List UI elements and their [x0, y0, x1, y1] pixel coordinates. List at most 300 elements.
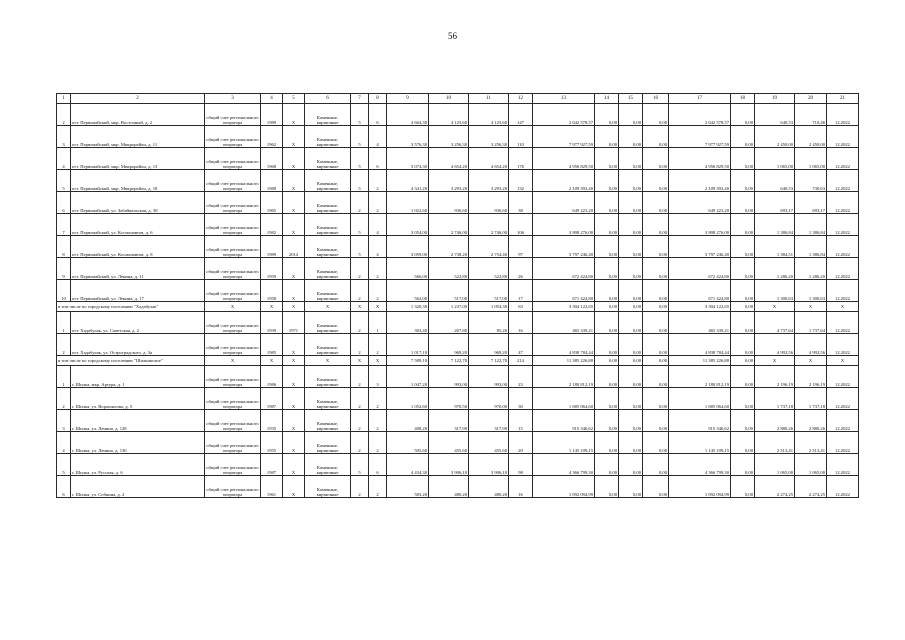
- table-cell: 693,17: [795, 192, 827, 214]
- subtotal-label: в том числе по городскому поселению "Хадабулак": [57, 302, 205, 312]
- table-cell: г. Шилка, мкр. Артура, д. 1: [71, 366, 205, 388]
- table-cell: 2: [369, 170, 387, 192]
- table-cell: 38: [509, 192, 533, 214]
- table-cell: 0,00: [619, 476, 643, 498]
- table-cell: 0,00: [595, 280, 619, 302]
- table-cell: 0,00: [731, 356, 755, 366]
- table-cell: 0,00: [595, 126, 619, 148]
- table-cell: г. Шилка, ул. Ворошилова, д. 5: [71, 388, 205, 410]
- table-cell: 5: [351, 126, 369, 148]
- header-cell: 1: [57, 94, 71, 104]
- table-cell: общий счет регионального оператора: [205, 432, 261, 454]
- table-cell: 0,00: [595, 356, 619, 366]
- register-table: [56, 93, 859, 498]
- table-cell: X: [283, 258, 305, 280]
- table-cell: 0,00: [643, 454, 669, 476]
- table-cell: 0,00: [619, 280, 643, 302]
- table-cell: 0,00: [619, 334, 643, 356]
- table-cell: 710,46: [795, 104, 827, 126]
- subtotal-row: [57, 356, 859, 366]
- table-cell: 16: [509, 312, 533, 334]
- table-cell: 12.2022: [827, 280, 859, 302]
- table-cell: 12.2022: [827, 258, 859, 280]
- header-cell: 2: [71, 94, 205, 104]
- table-cell: 0,00: [731, 258, 755, 280]
- table-cell: 0,00: [619, 302, 643, 312]
- table-cell: 17: [509, 280, 533, 302]
- table-cell: 0,00: [595, 410, 619, 432]
- table-cell: 7 977 927,59: [533, 126, 595, 148]
- table-cell: 2: [369, 258, 387, 280]
- table-cell: 2: [369, 432, 387, 454]
- table-cell: 0,00: [643, 334, 669, 356]
- table-cell: 0,00: [643, 170, 669, 192]
- table-cell: 1 300,63: [795, 280, 827, 302]
- table-cell: 1 065,00: [795, 148, 827, 170]
- table-cell: 2 180 812,19: [669, 366, 731, 388]
- table-cell: 3 293,20: [469, 170, 509, 192]
- table-cell: 2: [351, 192, 369, 214]
- table-cell: общий счет регионального оператора: [205, 410, 261, 432]
- table-cell: 0,00: [731, 476, 755, 498]
- table-cell: 0,00: [619, 126, 643, 148]
- table-cell: 2 754,40: [469, 236, 509, 258]
- table-cell: X: [351, 356, 369, 366]
- table-cell: 147: [509, 104, 533, 126]
- table-cell: 1935: [261, 410, 283, 432]
- table-cell: 12.2022: [827, 476, 859, 498]
- table-cell: 2: [351, 410, 369, 432]
- table-cell: 2: [351, 388, 369, 410]
- table-cell: 4: [57, 148, 71, 170]
- table-cell: 1 320,30: [387, 302, 429, 312]
- table-cell: 2: [369, 192, 387, 214]
- table-cell: 672 424,80: [533, 258, 595, 280]
- table-cell: X: [795, 302, 827, 312]
- table-cell: 3 304 122,65: [533, 302, 595, 312]
- page-number: 56: [448, 31, 457, 41]
- table-cell: 0,00: [595, 214, 619, 236]
- header-cell: 13: [533, 94, 595, 104]
- table-cell: 2 450,00: [755, 126, 795, 148]
- table-cell: 1: [57, 366, 71, 388]
- table-cell: 2014: [283, 236, 305, 258]
- table-cell: пгт. Первомайский, ул. Ленина, д. 11: [71, 258, 205, 280]
- table-cell: 522,80: [469, 258, 509, 280]
- table-row: [57, 454, 859, 476]
- table-cell: 7 122,70: [429, 356, 469, 366]
- table-cell: 2: [369, 334, 387, 356]
- table-cell: X: [283, 432, 305, 454]
- table-cell: общий счет регионального оператора: [205, 214, 261, 236]
- table-cell: 2: [57, 334, 71, 356]
- table-cell: г. Шилка, ул. Собкина, д. 2: [71, 476, 205, 498]
- table-cell: 4 366 799,30: [533, 454, 595, 476]
- table-cell: 1939: [261, 312, 283, 334]
- table-cell: 2 738,20: [429, 236, 469, 258]
- table-cell: 505,60: [387, 432, 429, 454]
- table-cell: г. Шилка, ул. Русская, д. 6: [71, 454, 205, 476]
- table-cell: 4 654,20: [469, 148, 509, 170]
- table-cell: пгт. Первомайский, ул. Забайкальская, д. 38: [71, 192, 205, 214]
- table-cell: 1 092 094,99: [533, 476, 595, 498]
- table-cell: 317,90: [429, 410, 469, 432]
- table-cell: 11 385 226,80: [533, 356, 595, 366]
- table-cell: 4: [369, 126, 387, 148]
- table-cell: 132: [509, 170, 533, 192]
- table-cell: 15: [509, 410, 533, 432]
- table-cell: Каменные, кирпичные: [305, 148, 351, 170]
- table-cell: 1 092 094,99: [669, 476, 731, 498]
- table-cell: 0,00: [619, 258, 643, 280]
- table-cell: 1: [57, 312, 71, 334]
- table-cell: 0,00: [619, 214, 643, 236]
- table-cell: 12.2022: [827, 410, 859, 432]
- table-cell: 26: [509, 258, 533, 280]
- table-cell: 1 047,20: [387, 366, 429, 388]
- table-cell: 0,00: [643, 148, 669, 170]
- header-cell: 4: [261, 94, 283, 104]
- header-cell: 6: [305, 94, 351, 104]
- table-cell: 1961: [261, 476, 283, 498]
- table-cell: Каменные, кирпичные: [305, 192, 351, 214]
- table-cell: 4 838 784,44: [669, 334, 731, 356]
- table-cell: 1982: [261, 214, 283, 236]
- table-row: [57, 280, 859, 302]
- table-cell: 0,00: [643, 432, 669, 454]
- table-cell: 0,00: [643, 476, 669, 498]
- table-cell: 4: [369, 214, 387, 236]
- table-cell: 915 346,62: [533, 410, 595, 432]
- table-cell: 1 054,30: [469, 302, 509, 312]
- table-cell: 0,00: [731, 280, 755, 302]
- table-cell: пгт. Первомайский, мкр. Микрорайон, д. 13: [71, 148, 205, 170]
- table-cell: 0,00: [619, 432, 643, 454]
- table-cell: 1988: [261, 170, 283, 192]
- table-cell: 0,00: [619, 366, 643, 388]
- table-cell: X: [283, 366, 305, 388]
- table-cell: 1 300,63: [755, 280, 795, 302]
- table-cell: общий счет регионального оператора: [205, 454, 261, 476]
- table-cell: 2: [57, 104, 71, 126]
- table-cell: пгт. Первомайский, мкр. Микрорайон, д. 18: [71, 170, 205, 192]
- table-cell: 47: [509, 334, 533, 356]
- table-cell: 1 065,00: [795, 454, 827, 476]
- table-row: [57, 476, 859, 498]
- table-row: [57, 148, 859, 170]
- table-cell: 0,00: [595, 148, 619, 170]
- table-row: [57, 334, 859, 356]
- table-cell: 8: [57, 236, 71, 258]
- table-cell: 0,00: [731, 312, 755, 334]
- header-cell: 20: [795, 94, 827, 104]
- table-cell: 1971: [283, 312, 305, 334]
- table-cell: 16: [509, 476, 533, 498]
- table-cell: Каменные, кирпичные: [305, 104, 351, 126]
- table-row: [57, 258, 859, 280]
- table-cell: 2 513,41: [755, 432, 795, 454]
- header-cell: 9: [387, 94, 429, 104]
- table-cell: 640,53: [755, 170, 795, 192]
- table-cell: г. Шилка, ул. Ленина, д. 130: [71, 432, 205, 454]
- table-cell: общий счет регионального оператора: [205, 148, 261, 170]
- table-cell: 465 339,21: [669, 312, 731, 334]
- table-cell: 0,00: [643, 280, 669, 302]
- table-cell: 0,00: [643, 126, 669, 148]
- table-cell: Каменные, кирпичные: [305, 454, 351, 476]
- table-cell: общий счет регионального оператора: [205, 236, 261, 258]
- table-row: [57, 432, 859, 454]
- table-cell: 0,00: [731, 192, 755, 214]
- table-cell: 0,00: [619, 410, 643, 432]
- table-cell: 730,63: [795, 170, 827, 192]
- table-cell: 2: [351, 432, 369, 454]
- table-cell: X: [755, 302, 795, 312]
- table-cell: 970,00: [469, 388, 509, 410]
- table-cell: 23: [509, 366, 533, 388]
- table-cell: 3 906,10: [429, 454, 469, 476]
- table-cell: 0,00: [595, 236, 619, 258]
- table-cell: 672 424,80: [669, 258, 731, 280]
- table-cell: 5: [351, 148, 369, 170]
- table-cell: X: [755, 356, 795, 366]
- table-cell: общий счет регионального оператора: [205, 258, 261, 280]
- table-cell: X: [205, 356, 261, 366]
- table-row: [57, 192, 859, 214]
- table-cell: 3 906,10: [469, 454, 509, 476]
- table-cell: Каменные, кирпичные: [305, 170, 351, 192]
- table-cell: 1987: [261, 388, 283, 410]
- table-cell: X: [283, 454, 305, 476]
- table-cell: 649 223,20: [533, 192, 595, 214]
- header-cell: 14: [595, 94, 619, 104]
- table-cell: 12.2022: [827, 170, 859, 192]
- table-cell: 3: [369, 366, 387, 388]
- table-cell: 1 737,18: [755, 388, 795, 410]
- table-cell: 0,00: [619, 312, 643, 334]
- table-cell: 1 286,20: [795, 258, 827, 280]
- table-cell: 970,50: [429, 388, 469, 410]
- header-cell: 16: [643, 94, 669, 104]
- table-cell: 1965: [261, 192, 283, 214]
- table-cell: 640,53: [755, 104, 795, 126]
- table-cell: 2 196,19: [795, 366, 827, 388]
- table-cell: 0,00: [595, 258, 619, 280]
- table-cell: 0,00: [731, 214, 755, 236]
- table-cell: Каменные, кирпичные: [305, 280, 351, 302]
- table-cell: 3 256,30: [469, 126, 509, 148]
- table-cell: общий счет регионального оператора: [205, 192, 261, 214]
- table-cell: 2 109 393,40: [533, 170, 595, 192]
- table-cell: 2: [369, 410, 387, 432]
- table-cell: 2: [351, 258, 369, 280]
- table-cell: 0,00: [619, 454, 643, 476]
- table-cell: 12.2022: [827, 236, 859, 258]
- table-cell: 1 737,18: [795, 388, 827, 410]
- table-cell: 3 293,20: [429, 170, 469, 192]
- table-cell: 3: [57, 410, 71, 432]
- header-cell: 5: [283, 94, 305, 104]
- table-cell: 0,00: [595, 476, 619, 498]
- table-cell: 4 992,56: [755, 334, 795, 356]
- table-cell: 7: [57, 214, 71, 236]
- subtotal-label: в том числе по городскому поселению "Шилкинское": [57, 356, 205, 366]
- table-cell: 2 642 578,57: [669, 104, 731, 126]
- table-cell: 0,00: [643, 236, 669, 258]
- table-cell: пгт. Первомайский, ул. Космонавтов, д. 8: [71, 236, 205, 258]
- table-cell: 0,00: [595, 192, 619, 214]
- table-cell: 0,00: [731, 104, 755, 126]
- table-cell: X: [795, 356, 827, 366]
- table-cell: 562,00: [387, 280, 429, 302]
- table-cell: 2: [369, 388, 387, 410]
- table-cell: 6: [57, 192, 71, 214]
- table-cell: 5 074,30: [387, 148, 429, 170]
- table-cell: 517,00: [429, 280, 469, 302]
- table-cell: Каменные, кирпичные: [305, 432, 351, 454]
- table-cell: 2 746,00: [469, 214, 509, 236]
- table-cell: 0,00: [595, 388, 619, 410]
- table-cell: 2 880,26: [795, 410, 827, 432]
- table-cell: 936,60: [429, 192, 469, 214]
- table-cell: 2 180 812,19: [533, 366, 595, 388]
- table-cell: пгт. Хадабулак, ул. Остроградского, д. 3а: [71, 334, 205, 356]
- table-cell: 0,00: [619, 356, 643, 366]
- table-cell: 1989: [261, 104, 283, 126]
- table-cell: X: [283, 302, 305, 312]
- table-cell: 12.2022: [827, 104, 859, 126]
- table-cell: Каменные, кирпичные: [305, 476, 351, 498]
- header-cell: 21: [827, 94, 859, 104]
- table-cell: 1 286,20: [755, 258, 795, 280]
- table-cell: 583,20: [387, 476, 429, 498]
- table-cell: X: [283, 410, 305, 432]
- table-cell: 4 125,60: [469, 104, 509, 126]
- header-cell: 8: [369, 94, 387, 104]
- table-cell: 0,00: [619, 236, 643, 258]
- table-cell: 4 366 799,30: [669, 454, 731, 476]
- table-cell: Каменные, кирпичные: [305, 126, 351, 148]
- table-cell: г. Шилка, ул. Ленина, д. 128: [71, 410, 205, 432]
- table-cell: 480,20: [429, 476, 469, 498]
- table-cell: 1 065,00: [755, 454, 795, 476]
- table-cell: X: [283, 192, 305, 214]
- table-cell: 3 576,30: [387, 126, 429, 148]
- table-cell: 0,00: [731, 410, 755, 432]
- header-cell: 3: [205, 94, 261, 104]
- table-cell: 1 386,84: [795, 214, 827, 236]
- table-cell: 6: [369, 104, 387, 126]
- table-cell: 0,00: [643, 214, 669, 236]
- table-cell: X: [283, 356, 305, 366]
- header-cell: 10: [429, 94, 469, 104]
- table-cell: 0,00: [731, 302, 755, 312]
- table-cell: 1 384,51: [755, 236, 795, 258]
- table-cell: 1986: [261, 366, 283, 388]
- table-cell: X: [283, 104, 305, 126]
- table-cell: 1 145 109,15: [533, 432, 595, 454]
- table-cell: 1 017,10: [387, 334, 429, 356]
- table-cell: 4 737,64: [755, 312, 795, 334]
- table-cell: пгт. Хадабулак, ул. Советская, д. 2: [71, 312, 205, 334]
- table-cell: 12.2022: [827, 334, 859, 356]
- header-cell: 7: [351, 94, 369, 104]
- table-cell: Каменные, кирпичные: [305, 236, 351, 258]
- table-cell: 0,00: [619, 104, 643, 126]
- table-cell: 0,00: [731, 236, 755, 258]
- table-cell: X: [261, 302, 283, 312]
- table-cell: 1959: [261, 258, 283, 280]
- header-row: [57, 94, 859, 104]
- table-cell: 1987: [261, 454, 283, 476]
- table-cell: 85,26: [469, 312, 509, 334]
- table-row: [57, 366, 859, 388]
- table-cell: 0,00: [595, 312, 619, 334]
- table-cell: 7 122,70: [469, 356, 509, 366]
- table-cell: 110: [509, 126, 533, 148]
- table-cell: 2 746,00: [429, 214, 469, 236]
- table-row: [57, 388, 859, 410]
- table-cell: X: [205, 302, 261, 312]
- table-cell: 480,20: [469, 476, 509, 498]
- table-cell: 4 992,56: [795, 334, 827, 356]
- table-cell: 2: [351, 334, 369, 356]
- table-cell: 0,00: [731, 454, 755, 476]
- table-cell: 2: [369, 476, 387, 498]
- table-cell: 1 737,64: [795, 312, 827, 334]
- table-cell: 1 685 064,60: [669, 388, 731, 410]
- table-cell: 5: [351, 454, 369, 476]
- table-cell: 12.2022: [827, 366, 859, 388]
- table-cell: 517,00: [469, 280, 509, 302]
- table-cell: X: [305, 356, 351, 366]
- subtotal-row: [57, 302, 859, 312]
- table-cell: 4 341,20: [387, 170, 429, 192]
- table-cell: 7 589,10: [387, 356, 429, 366]
- table-cell: 0,00: [643, 366, 669, 388]
- table-cell: 1985: [261, 334, 283, 356]
- table-cell: 6: [57, 476, 71, 498]
- table-cell: 12.2022: [827, 388, 859, 410]
- table-cell: 0,00: [731, 432, 755, 454]
- table-cell: 106: [509, 214, 533, 236]
- table-cell: пгт. Первомайский, ул. Ленина, д. 17: [71, 280, 205, 302]
- header-cell: 12: [509, 94, 533, 104]
- table-cell: 11 385 226,80: [669, 356, 731, 366]
- table-cell: 2 109 393,40: [669, 170, 731, 192]
- table-cell: X: [283, 170, 305, 192]
- table-row: [57, 312, 859, 334]
- table-cell: пгт. Первомайский, мкр. Восточный, д. 2: [71, 104, 205, 126]
- table-cell: 2: [57, 388, 71, 410]
- table-cell: 993,00: [429, 366, 469, 388]
- table-cell: 0,00: [643, 410, 669, 432]
- table-cell: 4 956 829,50: [533, 148, 595, 170]
- table-cell: 0,00: [595, 104, 619, 126]
- table-cell: 12.2022: [827, 148, 859, 170]
- header-cell: 17: [669, 94, 731, 104]
- table-cell: 2 274,25: [795, 476, 827, 498]
- table-cell: X: [283, 148, 305, 170]
- table-cell: 12.2022: [827, 312, 859, 334]
- table-cell: 2: [351, 476, 369, 498]
- table-cell: общий счет регионального оператора: [205, 104, 261, 126]
- table-cell: общий счет регионального оператора: [205, 334, 261, 356]
- table-cell: 4 434,30: [387, 454, 429, 476]
- table-cell: 2 513,41: [795, 432, 827, 454]
- table-cell: 1958: [261, 280, 283, 302]
- table-cell: общий счет регионального оператора: [205, 170, 261, 192]
